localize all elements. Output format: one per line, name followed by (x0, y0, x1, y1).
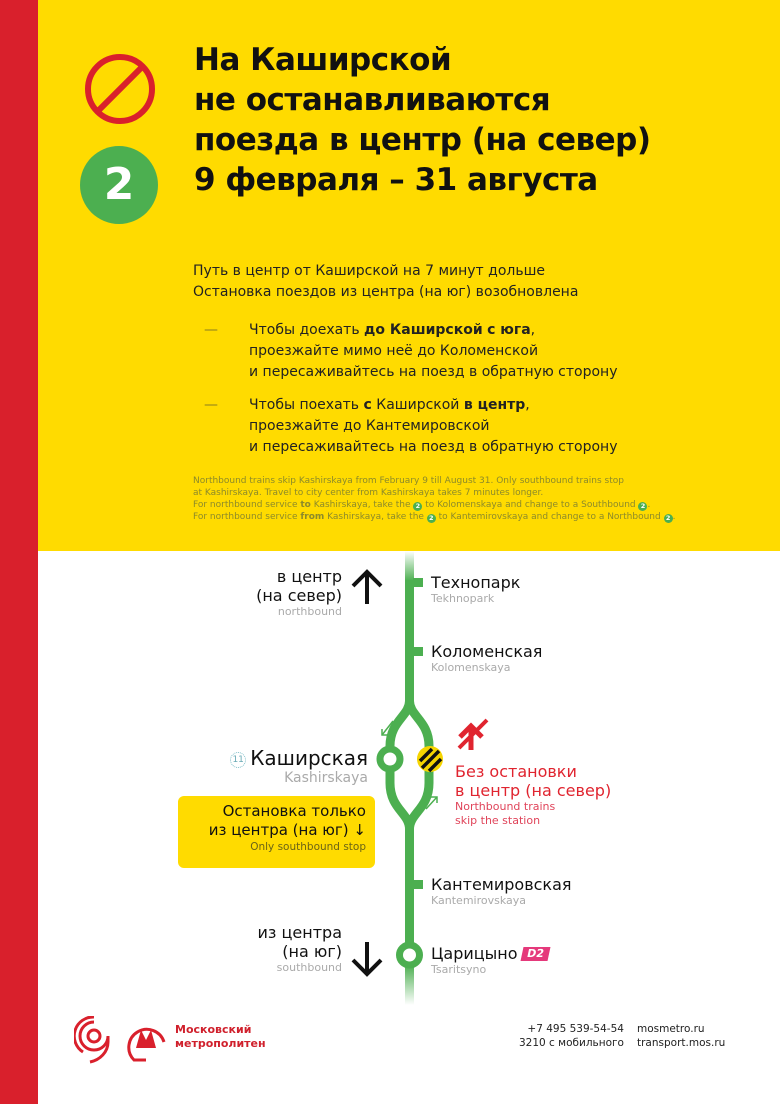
text: . (672, 512, 676, 522)
title-line: не останавливаются (194, 82, 551, 118)
bold-text: to (300, 500, 311, 510)
station-name: Царицыно (431, 944, 518, 963)
arrow-up-icon (349, 568, 385, 606)
line-2-mini-icon: 2 (413, 502, 422, 511)
text: Чтобы доехать (249, 322, 365, 338)
station-tekhnopark (431, 573, 520, 605)
dash: — (204, 397, 218, 413)
text: Kashirskaya, take the (310, 500, 414, 510)
text: skip the station (455, 814, 541, 827)
website-link[interactable]: transport.mos.ru (637, 1037, 726, 1049)
text: , (525, 397, 530, 413)
station-name-en: Kolomenskaya (431, 661, 511, 674)
text: Чтобы поехать (249, 397, 364, 413)
bold-text: с (363, 397, 372, 413)
mobile-number: 3210 с мобильного (519, 1037, 624, 1049)
moscow-metro-logo-icon (124, 1016, 168, 1064)
text: Каширской (371, 397, 464, 413)
page-title (194, 40, 650, 200)
text: из центра (на юг) ↓ (208, 821, 366, 839)
title-line: На Каширской (194, 42, 452, 78)
text: . (647, 500, 651, 510)
text: в центр (276, 567, 342, 586)
bold-text: с юга (487, 322, 531, 338)
bold-text: до Каширской (364, 322, 483, 338)
station-name-en: Tekhnopark (431, 592, 495, 605)
moscow-transport-logo-icon (74, 1016, 120, 1064)
brand-red-strip (0, 0, 38, 1104)
southbound-only-stop-box (178, 796, 375, 868)
text: проезжайте мимо неё до Коломенской (249, 343, 539, 359)
text: (на север) (256, 586, 342, 605)
line-2-mini-icon: 2 (427, 514, 436, 523)
text: Only southbound stop (250, 841, 366, 853)
text: метрополитен (175, 1037, 266, 1050)
text: из центра (257, 923, 342, 942)
line-2-badge-icon: 2 (80, 146, 158, 224)
title-line: 9 февраля – 31 августа (194, 162, 598, 198)
metro-org-name (175, 1023, 266, 1051)
station-name: Технопарк (431, 573, 521, 592)
skip-notice (455, 762, 611, 828)
station-kashirskaya (212, 746, 368, 786)
text: For northbound service (193, 512, 301, 522)
station-name-en: Kashirskaya (284, 770, 368, 786)
northbound-label (230, 567, 342, 619)
phone-contacts (519, 1022, 624, 1050)
bold-text: from (300, 512, 325, 522)
text: northbound (277, 605, 342, 618)
text: и пересаживайтесь на поезд в обратную сторону (249, 364, 618, 380)
station-name: Коломенская (431, 642, 543, 661)
line-2-mini-icon: 2 (664, 514, 673, 523)
southbound-label (230, 923, 342, 975)
text: at Kashirskaya. Travel to city center from Kashirskaya takes 7 minutes longer. (193, 488, 544, 498)
no-entry-icon (80, 52, 160, 126)
text: to Kolomenskaya and change to a Southbound (422, 500, 639, 510)
website-link[interactable]: mosmetro.ru (637, 1023, 705, 1035)
station-name: Кантемировская (431, 875, 572, 894)
metro-line-diagram (360, 551, 470, 1006)
line-11-transfer-icon: 11 (230, 752, 246, 768)
no-stop-up-arrow-icon (455, 718, 491, 752)
station-kolomenskaya (431, 642, 542, 674)
summary-line: Остановка поездов из центра (на юг) возобновлена (193, 284, 579, 300)
english-note (193, 475, 675, 523)
dash: — (204, 322, 218, 338)
text: (на юг) (282, 942, 342, 961)
title-line: поезда в центр (на север) (194, 122, 651, 158)
text: For northbound service (193, 500, 301, 510)
station-name-en: Tsaritsyno (431, 963, 487, 976)
text: , (530, 322, 536, 338)
station-name-en: Kantemirovskaya (431, 894, 527, 907)
text: to Kantemirovskaya and change to a Northbound (435, 512, 664, 522)
text: проезжайте до Кантемировской (249, 418, 490, 434)
text: southbound (276, 961, 342, 974)
text: Northbound trains skip Kashirskaya from February 9 till August 31. Only southbound trains stop (193, 476, 624, 486)
summary-line: Путь в центр от Каширской на 7 минут дольше (193, 263, 546, 279)
text: Без остановки (455, 762, 577, 781)
text: Kashirskaya, take the (324, 512, 427, 522)
phone-number: +7 495 539-54-54 (527, 1023, 624, 1035)
text: и пересаживайтесь на поезд в обратную сторону (249, 439, 618, 455)
station-name: Каширская (250, 746, 368, 770)
web-contacts (637, 1022, 725, 1050)
summary (193, 261, 578, 303)
text: Московский (175, 1023, 252, 1036)
text: Northbound trains (455, 800, 556, 813)
line-2-mini-icon: 2 (638, 502, 647, 511)
text: в центр (на север) (455, 781, 612, 800)
station-kantemirovskaya (431, 875, 572, 907)
bold-text: в центр (463, 397, 526, 413)
text: Остановка только (222, 802, 366, 820)
station-tsaritsyno (431, 944, 548, 976)
arrow-down-icon (349, 940, 385, 978)
d2-transfer-badge: D2 (520, 947, 550, 961)
